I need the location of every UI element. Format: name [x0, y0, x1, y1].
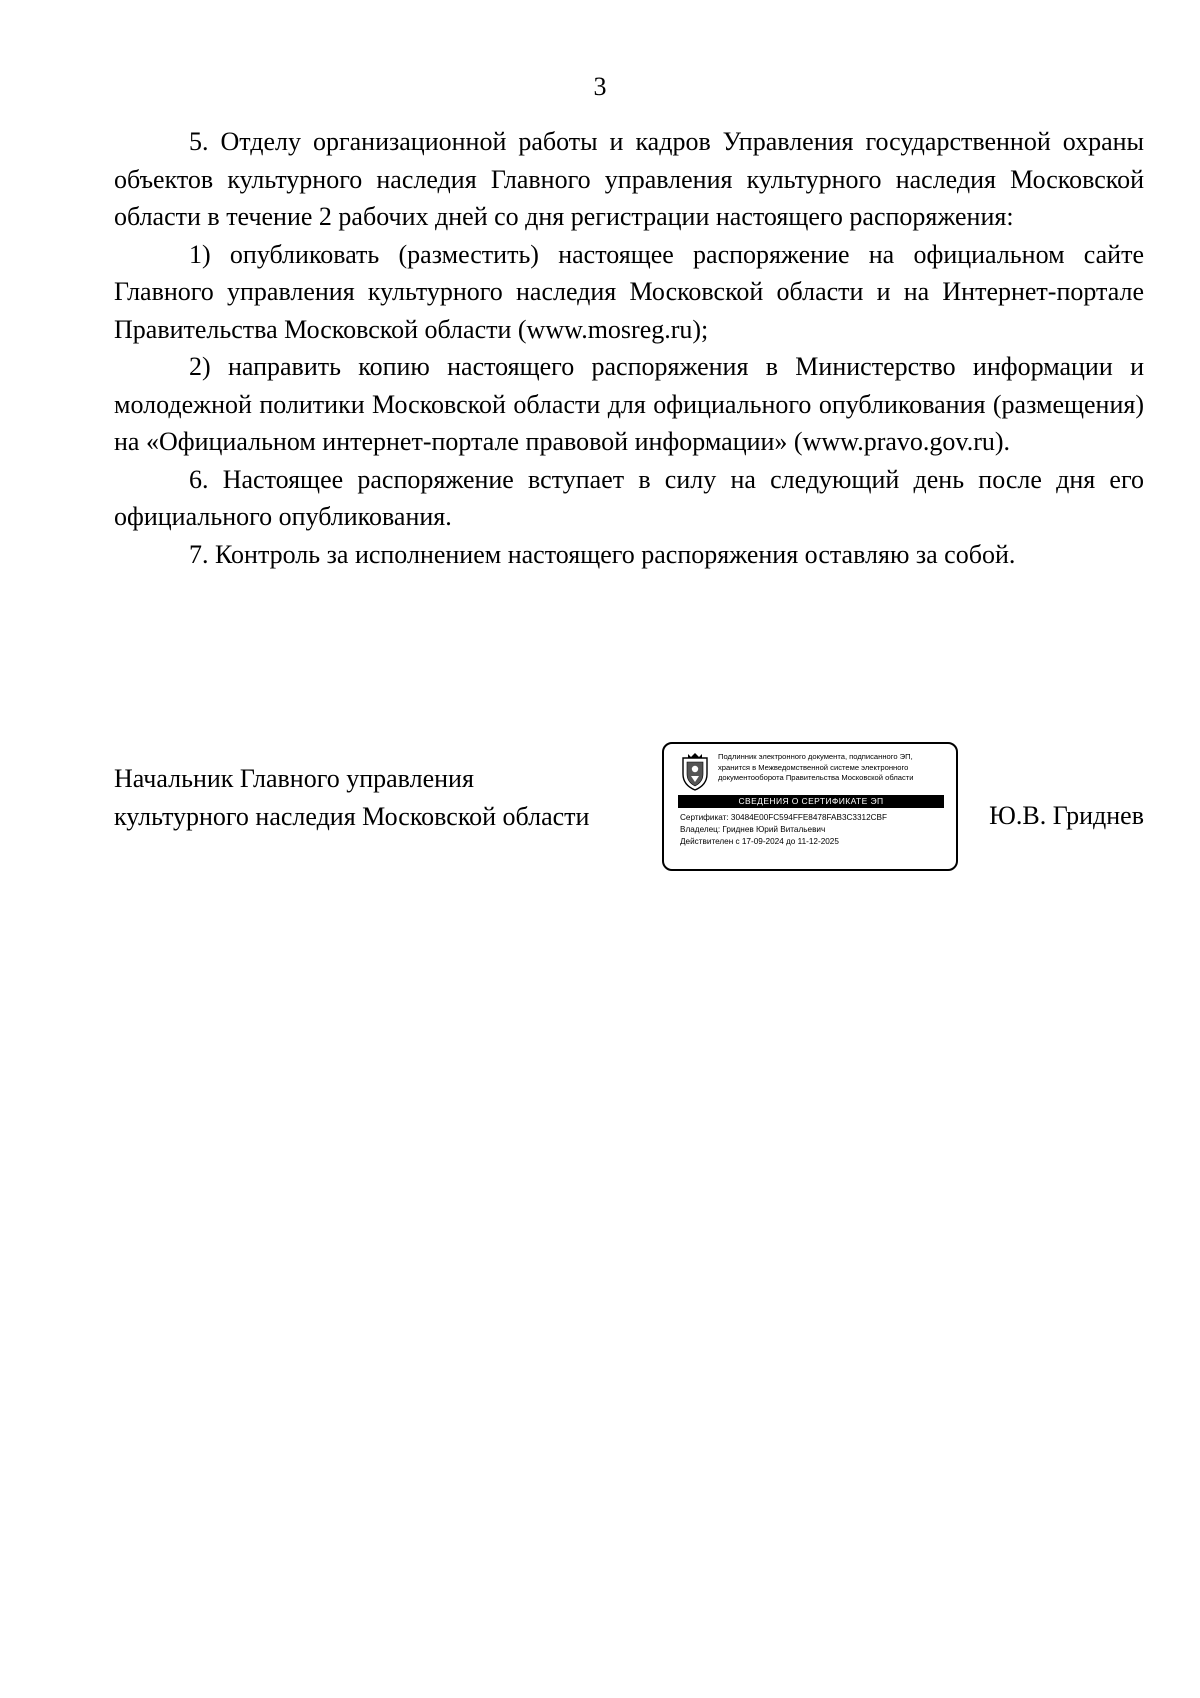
certificate-number: Сертификат: 30484E00FC594FFE8478FAB3C3312CBF [680, 813, 888, 822]
stamp-header [718, 752, 954, 784]
signatory-title-line-1: Начальник Главного управления [114, 764, 474, 793]
signatory-title-line-2: культурного наследия Московской области [114, 801, 590, 831]
stamp-header-line-1: Подлинник электронного документа, подписанного ЭП, [718, 752, 913, 761]
certificate-info-bar: СВЕДЕНИЯ О СЕРТИФИКАТЕ ЭП [678, 795, 944, 808]
paragraph-subitem-1: 1) опубликовать (разместить) настоящее распоряжение на официальном сайте Главного управления культурного наследия Московской области и на Интернет-портале Правительства Московской области (www.mosreg.ru); [114, 239, 1144, 344]
stamp-header-line-2: хранится в Межведомственной системе электронного [718, 762, 909, 772]
electronic-signature-stamp [662, 742, 958, 871]
signatory-title [114, 760, 674, 835]
document-body [114, 123, 1144, 573]
signature-block [114, 742, 1144, 872]
signatory-name: Ю.В. Гриднев [989, 801, 1144, 830]
page-number: 3 [593, 72, 607, 101]
stamp-header-line-3: документооборота Правительства Московской области [718, 773, 914, 782]
paragraph-item-7: 7. Контроль за исполнением настоящего распоряжения оставляю за собой. [189, 539, 1016, 569]
certificate-owner: Владелец: Гриднев Юрий Витальевич [680, 825, 826, 834]
certificate-validity: Действителен с 17-09-2024 до 11-12-2025 [680, 837, 839, 846]
paragraph-item-5: 5. Отделу организационной работы и кадров Управления государственной охраны объектов культурного наследия Главного управления культурного наследия Московской области в течение 2 рабочих дней со дня регистрации настоящего распоряжения: [114, 127, 1144, 231]
coat-of-arms-icon [678, 752, 712, 792]
certificate-details [680, 812, 950, 848]
paragraph-subitem-2: 2) направить копию настоящего распоряжения в Министерство информации и молодежной политики Московской области для официального опубликования (размещения) на «Официальном интернет-портале правовой информации» (www.pravo.gov.ru). [114, 352, 1144, 456]
paragraph-item-6: 6. Настоящее распоряжение вступает в силу на следующий день после дня его официального опубликования. [114, 464, 1144, 531]
